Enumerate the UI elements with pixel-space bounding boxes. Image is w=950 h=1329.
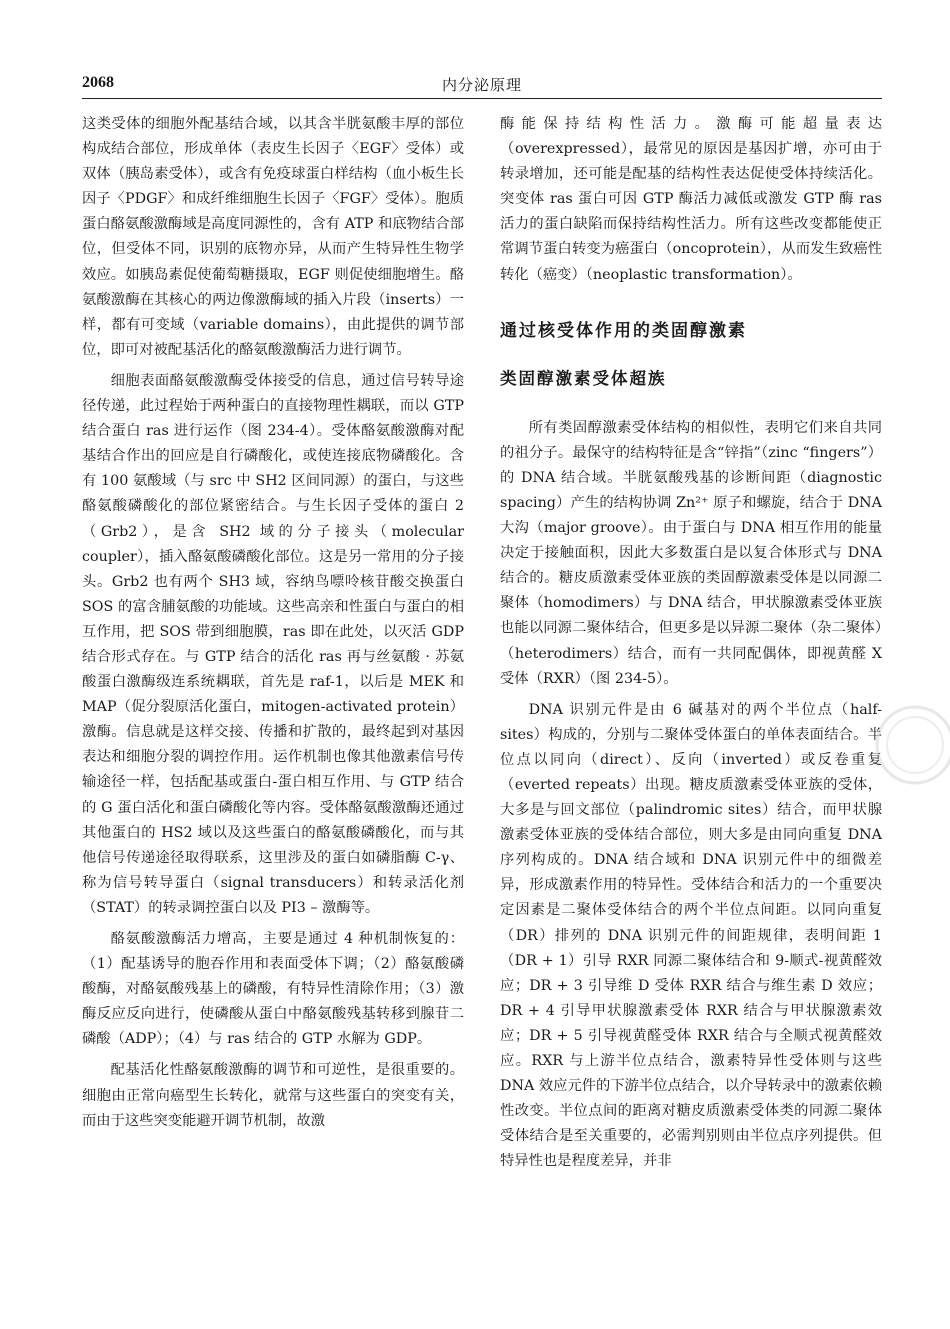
body-paragraph: 这类受体的细胞外配基结合域，以其含半胱氨酸丰厚的部位构成结合部位，形成单体（表皮生长因子〈EGF〉受体）或双体（胰岛素受体），或含有免疫球蛋白样结构（血小板生长因子〈PDGF〉和成纤维细胞生长因子〈FGF〉受体）。胞质蛋白酪氨酸激酶域是高度同源性的，含有 ATP 和底物结合部位，但受体不同，识别的底物亦异，从而产生特异性生物学效应。如胰岛素促使葡萄糖摄取，EGF 则促使细胞增生。酪氨酸激酶在其核心的两边像激酶域的插入片段（inserts）一样，都有可变域（variable domains），由此提供的调节部位，即可对被配基活化的酪氨酸激酶活力进行调节。 <box>82 116 464 358</box>
body-paragraph: 细胞表面酪氨酸激酶受体接受的信息，通过信号转导途径传递，此过程始于两种蛋白的直接物理性耦联，而以 GTP 结合蛋白 ras 进行运作（图 234-4）。受体酪氨酸激酶对配基结合作出的回应是自行磷酸化，或使连接底物磷酸化。含有 100 氨酸域（与 src 中 SH2 区间同源）的蛋白，与这些酪氨酸磷酸化的部位紧密结合。与生长因子受体的蛋白 2（Grb2），是含 SH2 域的分子接头（molecular coupler），插入酪氨酸磷酸化部位。这是另一常用的分子接头。Grb2 也有两个 SH3 域，容纳鸟嘌呤核苷酸交换蛋白 SOS 的富含脯氨酸的功能域。这些高亲和性蛋白与蛋白的相互作用，把 SOS 带到细胞膜，ras 即在此处，以灭活 GDP 结合形式存在。与 GTP 结合的活化 ras 再与丝氨酸 · 苏氨酸蛋白激酶级连系统耦联，首先是 raf-1，以后是 MEK 和 MAP（促分裂原活化蛋白，mitogen-activated protein）激酶。信息就是这样交接、传播和扩散的，最终起到对基因表达和细胞分裂的调控作用。运作机制也像其他激素信号传输途径一样，包括配基或蛋白-蛋白相互作用、与 GTP 结合的 G 蛋白活化和蛋白磷酸化等内容。受体酪氨酸激酶还通过其他蛋白的 HS2 域以及这些蛋白的酪氨酸磷酸化，而与其他信号传递途径取得联系，这里涉及的蛋白如磷脂酶 C-γ、称为信号转导蛋白（signal transducers）和转录活化剂（STAT）的转录调控蛋白以及 PI3 – 激酶等。 <box>82 372 464 916</box>
page-number: 2068 <box>82 74 114 91</box>
body-paragraph: 酶能保持结构性活力。激酶可能超量表达（overexpressed），最常见的原因是基因扩增，亦可由于转录增加，还可能是配基的结构性表达促使受体持续活化。突变体 ras 蛋白可因 GTP 酶活力减低或激发 GTP 酶 ras 活力的蛋白缺陷而保持结构性活力。所有这些改变都能使正常调节蛋白转变为癌蛋白（oncoprotein），从而发生致癌性转化（癌变）（neoplastic transformation）。 <box>500 116 882 283</box>
subsection-heading: 类固醇激素受体超族 <box>500 368 667 388</box>
body-paragraph: 酪氨酸激酶活力增高，主要是通过 4 种机制恢复的：（1）配基诱导的胞吞作用和表面受体下调；（2）酪氨酸磷酸酶，对酪氨酸残基上的磷酸，有特异性清除作用；（3）激酶反应反向进行，使磷酸从蛋白中酪氨酸残基转移到腺苷二磷酸（ADP）；（4）与 ras 结合的 GTP 水解为 GDP。 <box>82 931 464 1048</box>
section-heading: 通过核受体作用的类固醇激素 <box>500 320 747 341</box>
watermark-stamp-icon <box>870 700 950 790</box>
body-paragraph: 所有类固醇激素受体结构的相似性，表明它们来自共同的祖分子。最保守的结构特征是含“锌指”（zinc “fingers”）的 DNA 结合域。半胱氨酸残基的诊断间距（diagnostic spacing）产生的结构协调 Zn²⁺ 原子和螺旋，结合于 DNA 大沟（major groove）。由于蛋白与 DNA 相互作用的能量决定于接触面积，因此大多数蛋白是以复合体形式与 DNA 结合的。糖皮质激素受体亚族的类固醇激素受体是以同源二聚体（homodimers）与 DNA 结合，甲状腺激素受体亚族也能以同源二聚体结合，但更多是以异源二聚体（杂二聚体）（heterodimers）结合，而有一共同配偶体，即视黄醛 X 受体（RXR）（图 234-5）。 <box>500 419 882 687</box>
page-header <box>82 72 882 99</box>
left-column <box>82 112 464 1140</box>
body-paragraph: DNA 识别元件是由 6 碱基对的两个半位点（half-sites）构成的，分别与二聚体受体蛋白的单体表面结合。半位点以同向（direct）、反向（inverted）或反卷重复（everted repeats）出现。糖皮质激素受体亚族的受体，大多是与回文部位（palindromic sites）结合，而甲状腺激素受体亚族的受体结合部位，则大多是由同向重复 DNA 序列构成的。DNA 结合域和 DNA 识别元件中的细微差异，形成激素作用的特异性。受体结合和活力的一个重要决定因素是二聚体受体结合的两个半位点间距。以同向重复（DR）排列的 DNA 识别元件的间距规律，表明间距 1（DR + 1）引导 RXR 同源二聚体结合和 9-顺式-视黄醛效应；DR + 3 引导维 D 受体 RXR 结合与维生素 D 效应；DR + 4 引导甲状腺激素受体 RXR 结合与甲状腺激素效应；DR + 5 引导视黄醛受体 RXR 结合与全顺式视黄醛效应。RXR 与上游半位点结合，激素特异性受体则与这些 DNA 效应元件的下游半位点结合，以介导转录中的激素依赖性改变。半位点间的距离对糖皮质激素受体类的同源二聚体受体结合是至关重要的，必需判别则由半位点序列提供。但特异性也是程度差异，并非 <box>500 701 882 1170</box>
running-head: 内分泌原理 <box>441 76 522 94</box>
body-paragraph: 配基活化性酪氨酸激酶的调节和可逆性，是很重要的。细胞由正常向癌型生长转化，就常与这些蛋白的突变有关，而由于这些突变能避开调节机制，故激 <box>82 1062 464 1129</box>
right-column <box>500 112 882 1180</box>
